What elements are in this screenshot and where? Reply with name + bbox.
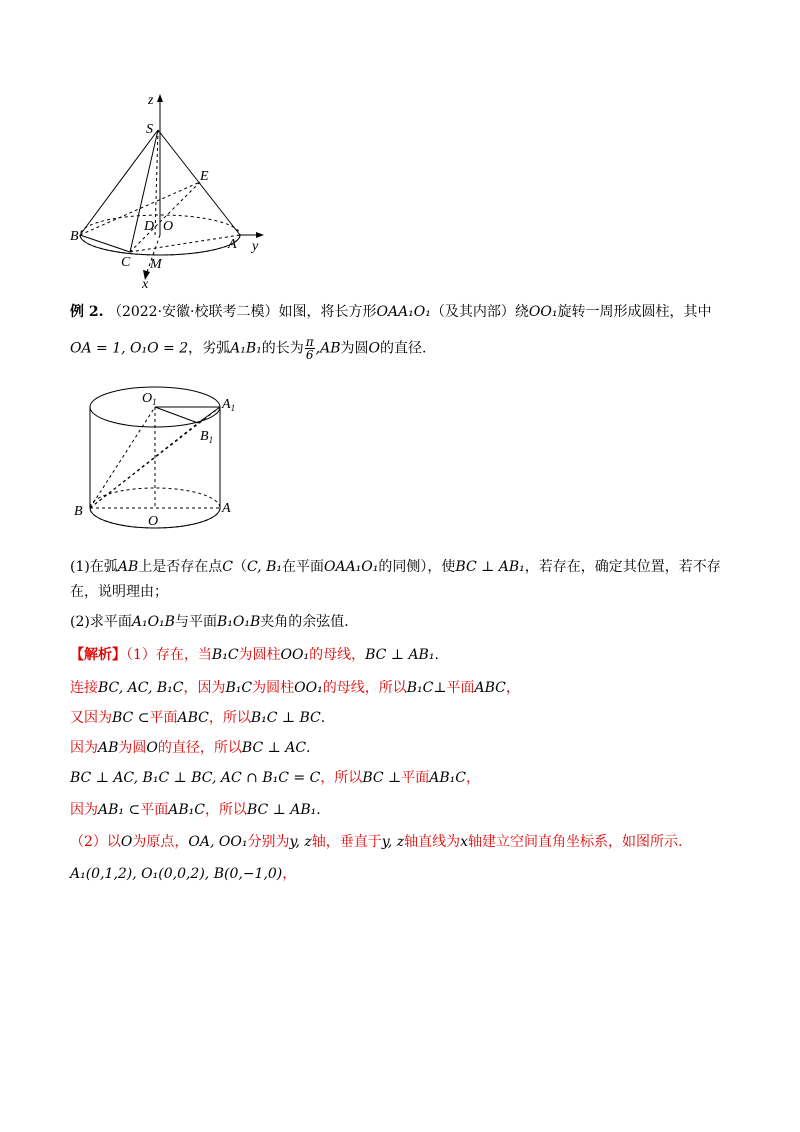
solution-line-3 (70, 708, 325, 728)
label-C: C (121, 255, 131, 270)
example-text: 的直径. (380, 340, 427, 357)
q2-text: (2)求平面 (70, 614, 132, 630)
solution-line-6 (70, 800, 321, 820)
label-A1: $A_1$ (222, 397, 236, 413)
math-oo1: OO₁ (280, 647, 310, 663)
example-line-2 (70, 336, 426, 361)
sol-text: 轴建立空间直角坐标系，如图所示. (468, 834, 683, 850)
example-text: 如图，将长方形 (278, 304, 377, 320)
math-plane: A₁O₁B (131, 614, 175, 630)
math-ab: AB (117, 559, 139, 575)
math-rect: OAA₁O₁ (376, 304, 431, 320)
question-1-line-1 (70, 557, 721, 577)
math-o: O (120, 834, 133, 850)
math-coords: A₁(0,1,2), O₁(0,0,2), B(0,−1,0) (70, 866, 283, 882)
label-x: x (142, 277, 149, 290)
math-axes: OA, OO₁ (188, 834, 248, 850)
q1-text: ，若存在，确定其位置，若不存 (524, 559, 721, 575)
label-B: B (74, 504, 83, 519)
comma: ， (505, 680, 520, 696)
math-ab1c: AB₁C (429, 770, 466, 786)
math-yz: y, z (289, 834, 312, 850)
sol-text: 分别为 (247, 834, 290, 850)
sol-text: ，所以 (208, 710, 251, 726)
example-text: （及其内部）绕 (430, 304, 529, 320)
example-text: 旋转一周形成圆柱，其中 (557, 304, 712, 320)
math-given: OA = 1, O₁O = 2 (70, 340, 189, 357)
solution-line-2 (70, 678, 520, 698)
math-yz: y, z (381, 834, 405, 850)
math-cb1: C, B₁ (246, 559, 282, 575)
q1-text: 的同侧），使 (378, 559, 456, 575)
label-B: B (70, 229, 79, 244)
cone-figure (70, 90, 270, 290)
sol-text: 又因为 (70, 710, 112, 726)
label-D: D (144, 219, 155, 234)
q1-text: 在平面 (281, 559, 324, 575)
math-b1c: B₁C (225, 680, 253, 696)
solution-line-5 (70, 768, 480, 788)
label-O: O (148, 514, 159, 529)
math-perp: BC ⊥ AB₁ (365, 647, 435, 663)
sol-text: 平面 (140, 802, 169, 818)
solution-line-8 (70, 864, 296, 884)
sol-text: 为圆 (118, 740, 147, 756)
sol-text: ，所以 (320, 770, 363, 786)
label-y: y (252, 239, 259, 254)
comma: ， (282, 866, 297, 882)
example-text: 为圆 (340, 340, 369, 357)
label-O: O (163, 219, 174, 234)
math-axis: OO₁ (528, 304, 558, 320)
sol-text: 轴直线为 (404, 834, 461, 850)
comma: ， (465, 770, 480, 786)
sol-text: 为圆柱 (252, 680, 295, 696)
sol-text: 的直径，所以 (157, 740, 242, 756)
math-c: C (222, 559, 233, 575)
sol-text: 连接 (70, 680, 98, 696)
sol-text: （2）以 (70, 834, 121, 850)
math-lines: BC, AC, B₁C (98, 680, 184, 696)
sol-text: 平面 (401, 770, 430, 786)
sol-text: ，因为 (183, 680, 226, 696)
math-ab: ,AB (315, 340, 341, 357)
label-E: E (200, 169, 209, 184)
sol-text: 因为 (70, 802, 98, 818)
sol-text: 因为 (70, 740, 98, 756)
question-2 (70, 612, 349, 632)
q1-text: 在，说明理由； (70, 584, 168, 600)
solution-line-4 (70, 738, 311, 758)
sol-text: （1）存在，当 (126, 647, 212, 663)
label-O1: $O_1$ (142, 391, 157, 407)
label-S: S (146, 122, 153, 137)
q1-text: (1)在弧 (70, 559, 118, 575)
period: . (320, 710, 326, 726)
question-1-line-2 (70, 582, 168, 602)
math-perp: BC ⊥ (362, 770, 402, 786)
math-perp: B₁C ⊥ BC (250, 710, 321, 726)
sol-text: 轴，垂直于 (311, 834, 382, 850)
math-ab1c: AB₁C (168, 802, 205, 818)
math-o: O (146, 740, 158, 756)
label-B1: $B_1$ (200, 429, 214, 445)
math-long: BC ⊥ AC, B₁C ⊥ BC, AC ∩ B₁C = C (70, 770, 321, 786)
label-z: z (148, 93, 154, 108)
label-M: M (150, 257, 162, 272)
sol-text: ，所以 (204, 802, 247, 818)
example-text: 的长为 (261, 340, 304, 357)
math-x: x (460, 834, 469, 850)
math-abc: ABC (177, 710, 209, 726)
cone-base-front (80, 235, 240, 255)
q1-text: （ (232, 559, 247, 575)
solution-tag: 【解析】 (70, 647, 126, 663)
math-rect: OAA₁O₁ (323, 559, 379, 575)
math-abc: ABC (474, 680, 506, 696)
q1-text: 上是否存在点 (138, 559, 223, 575)
cylinder-figure (70, 378, 250, 538)
period: . (316, 802, 321, 818)
math-subset: BC ⊂ (112, 710, 150, 726)
math-perp: BC ⊥ AB₁ (455, 559, 525, 575)
q2-text: 夹角的余弦值. (260, 614, 349, 630)
example-line-1 (70, 302, 711, 322)
label-A: A (222, 501, 231, 516)
math-b1c: B₁C (406, 680, 434, 696)
math-o: O (368, 340, 380, 357)
math-b1c: B₁C (211, 647, 239, 663)
math-perp-symbol: ⊥ (433, 680, 447, 696)
q2-text: 与平面 (174, 614, 217, 630)
math-arc: A₁B₁ (230, 340, 262, 357)
math-fraction: $\frac{\pi}{6}$ (305, 335, 314, 362)
math-perp: BC ⊥ AB₁ (246, 802, 317, 818)
example-text: ，劣弧 (188, 340, 231, 357)
label-A: A (228, 237, 237, 252)
math-subset: AB₁ ⊂ (98, 802, 141, 818)
sol-text: 为圆柱 (238, 647, 281, 663)
example-source: （2022·安徽·校联考二模） (107, 304, 279, 320)
math-plane: B₁O₁B (216, 614, 261, 630)
period: . (306, 740, 311, 756)
sol-text: 平面 (149, 710, 178, 726)
solution-line-7 (70, 832, 682, 852)
solution-line-1 (70, 645, 439, 665)
sol-text: 的母线，所以 (322, 680, 407, 696)
math-oo1: OO₁ (294, 680, 323, 696)
math-perp: BC ⊥ AC (241, 740, 307, 756)
math-ab: AB (98, 740, 119, 756)
sol-text: 平面 (446, 680, 475, 696)
sol-text: 为原点， (132, 834, 189, 850)
period: . (434, 647, 439, 663)
example-heading: 例 2. (70, 304, 104, 320)
sol-text: 的母线， (309, 647, 366, 663)
